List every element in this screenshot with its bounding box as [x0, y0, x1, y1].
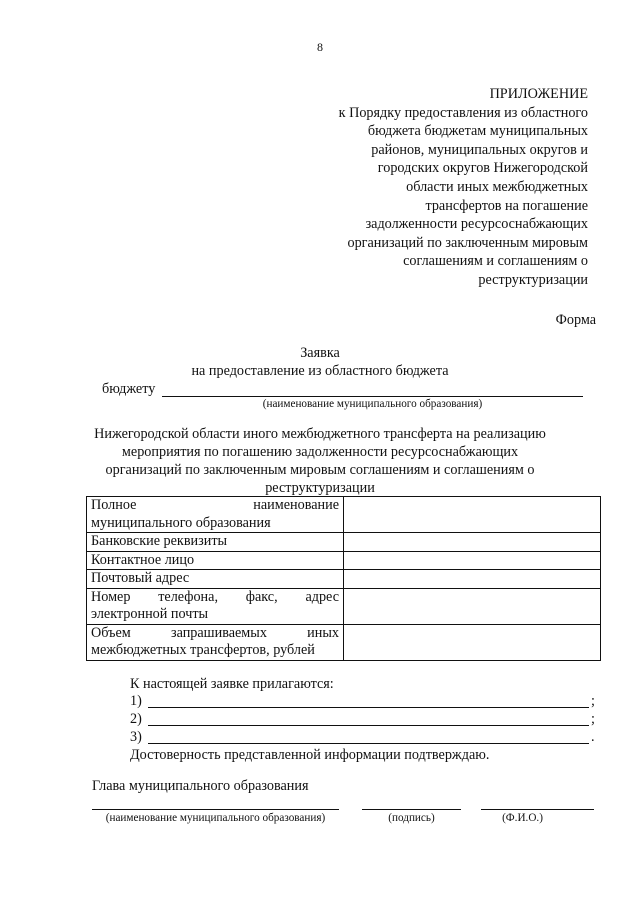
row-label-line: Контактное лицо: [91, 551, 195, 568]
budget-caption: (наименование муниципального образования): [262, 398, 483, 410]
row-label: [87, 624, 344, 660]
appendix-line: соглашениям и соглашениям о: [403, 253, 588, 270]
budget-label: бюджету: [102, 381, 156, 397]
signature-caption: (наименование муниципального образования): [105, 812, 326, 824]
row-label-line: Объем запрашиваемых иных: [91, 624, 339, 641]
body-line: организаций по заключенным мировым соглашениям и соглашениям о: [105, 462, 535, 478]
signature-municipality-field[interactable]: [92, 809, 339, 810]
table-row: [87, 624, 601, 660]
row-label: [87, 533, 344, 552]
attachment-end: ;: [591, 693, 595, 709]
table-row: [87, 551, 601, 570]
appendix-line: ПРИЛОЖЕНИЕ: [489, 86, 588, 102]
attachment-end: .: [591, 729, 595, 745]
row-value-cell[interactable]: [344, 624, 601, 660]
appendix-line: трансфертов на погашение: [425, 197, 588, 214]
page-number: 8: [317, 40, 323, 54]
form-label: Форма: [555, 312, 596, 328]
table-row: [87, 570, 601, 589]
table-row: [87, 588, 601, 624]
signature-caption: (Ф.И.О.): [502, 812, 543, 824]
row-label: [87, 551, 344, 570]
confirmation-text: Достоверность представленной информации подтверждаю.: [130, 747, 490, 763]
row-label-line: Полное наименование: [91, 497, 339, 513]
appendix-line: задолженности ресурсоснабжающих: [365, 216, 588, 233]
budget-name-field[interactable]: [162, 396, 583, 397]
table-row: [87, 533, 601, 552]
row-value-cell[interactable]: [344, 570, 601, 589]
head-label: Глава муниципального образования: [92, 778, 309, 794]
row-label: [87, 497, 344, 533]
row-label: [87, 570, 344, 589]
row-label-line: Банковские реквизиты: [91, 533, 228, 549]
row-label-line: межбюджетных трансфертов, рублей: [91, 642, 315, 658]
doc-title: Заявка: [300, 345, 340, 361]
doc-subtitle: на предоставление из областного бюджета: [191, 363, 449, 379]
appendix-line: городских округов Нижегородской: [377, 160, 588, 177]
appendix-block: [298, 85, 588, 290]
attachment-number: 2): [130, 711, 142, 727]
body-line: реструктуризации: [265, 480, 375, 496]
body-line: мероприятия по погашению задолженности ресурсоснабжающих: [121, 444, 519, 460]
attachment-field-3[interactable]: [148, 743, 589, 744]
attachment-number: 1): [130, 693, 142, 709]
row-label: [87, 588, 344, 624]
attachments-heading: К настоящей заявке прилагаются:: [130, 676, 334, 692]
request-table: [86, 496, 601, 661]
row-label-line: электронной почты: [91, 606, 209, 622]
appendix-line: организаций по заключенным мировым: [347, 234, 588, 251]
signature-field[interactable]: [362, 809, 461, 810]
appendix-line: бюджета бюджетам муниципальных: [367, 123, 588, 140]
table-row: [87, 497, 601, 533]
appendix-line: районов, муниципальных округов и: [371, 141, 588, 158]
row-value-cell[interactable]: [344, 551, 601, 570]
row-value-cell[interactable]: [344, 533, 601, 552]
row-value-cell[interactable]: [344, 588, 601, 624]
attachment-field-1[interactable]: [148, 707, 589, 708]
row-label-line: Номер телефона, факс, адрес: [91, 588, 339, 605]
appendix-line: реструктуризации: [478, 271, 588, 288]
row-value-cell[interactable]: [344, 497, 601, 533]
appendix-line: области иных межбюджетных: [406, 178, 588, 195]
attachment-number: 3): [130, 729, 142, 745]
row-label-line: муниципального образования: [91, 514, 271, 531]
attachment-field-2[interactable]: [148, 725, 589, 726]
body-line: Нижегородской области иного межбюджетного трансферта на реализацию: [94, 426, 546, 442]
signature-caption: (подпись): [388, 812, 435, 824]
row-label-line: Почтовый адрес: [91, 570, 190, 586]
appendix-line: к Порядку предоставления из областного: [338, 104, 588, 121]
full-name-field[interactable]: [481, 809, 594, 810]
attachment-end: ;: [591, 711, 595, 727]
